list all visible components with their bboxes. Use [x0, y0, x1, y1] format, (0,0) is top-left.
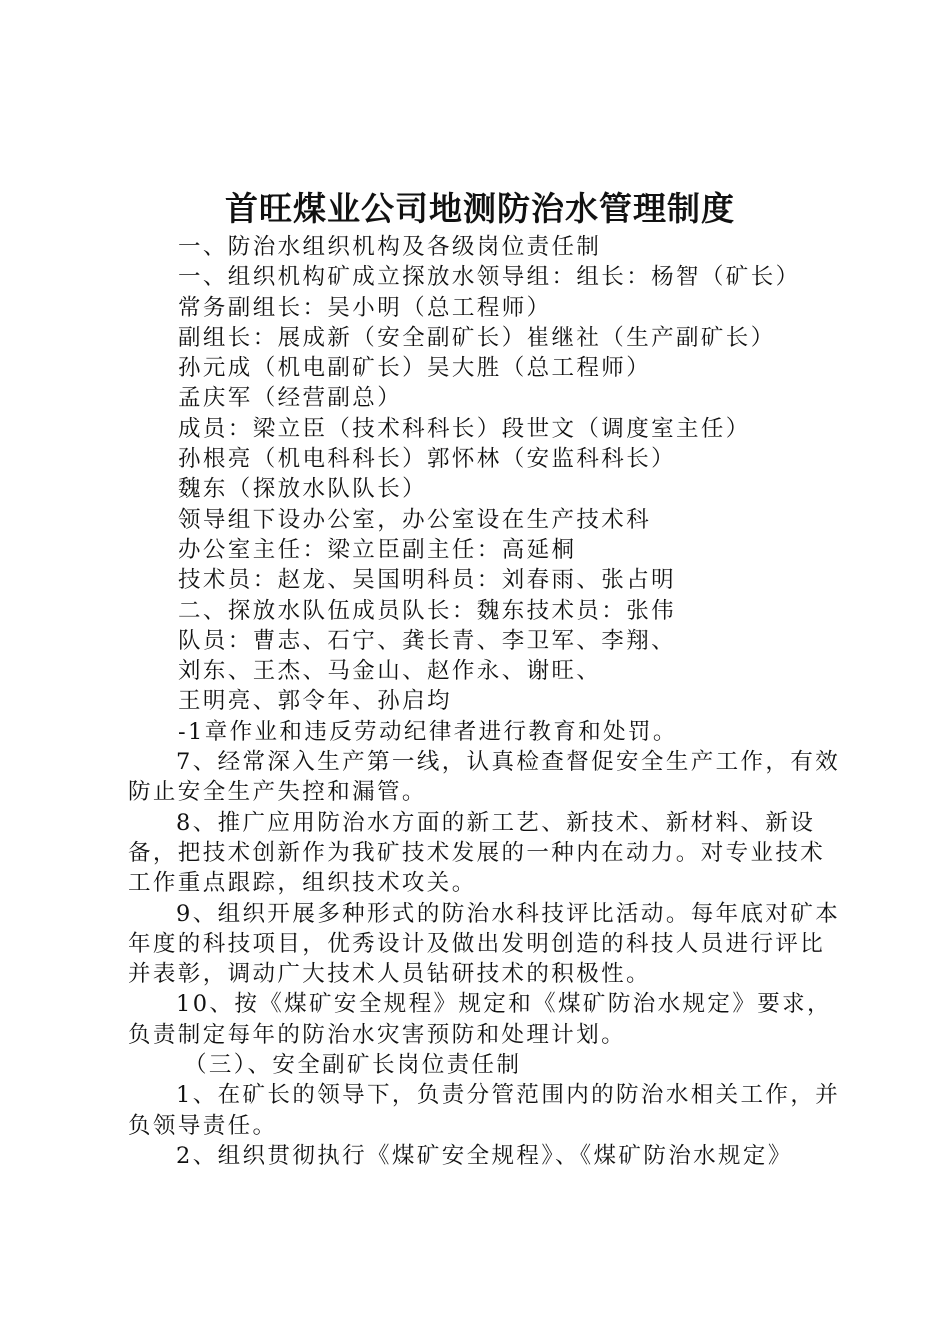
section-heading: （三）、安全副矿长岗位责任制: [184, 1052, 522, 1079]
text-line: 成员：梁立臣（技术科科长）段世文（调度室主任）: [178, 415, 751, 442]
text-line: 领导组下设办公室，办公室设在生产技术科: [178, 506, 652, 533]
text-line: 刘东、王杰、马金山、赵作永、谢旺、: [178, 658, 602, 685]
text-line: 孟庆军（经营副总）: [178, 385, 403, 412]
paragraph-item-10: 10、按《煤矿安全规程》规定和《煤矿防治水规定》要求，负责制定每年的防治水灾害预防和处理计划。: [128, 991, 832, 1048]
text-line: 孙根亮（机电科科长）郭怀林（安监科科长）: [178, 446, 677, 473]
text-line: 一、防治水组织机构及各级岗位责任制: [178, 234, 602, 260]
text-line: 技术员：赵龙、吴国明科员：刘春雨、张占明: [178, 567, 677, 594]
document-title: 首旺煤业公司地测防治水管理制度: [225, 189, 735, 228]
text-line: 二、探放水队伍成员队长：魏东技术员：张伟: [178, 597, 677, 624]
paragraph-item-9: 9、组织开展多种形式的防治水科技评比活动。每年底对矿本年度的科技项目，优秀设计及做出发明创造的科技人员进行评比并表彰，调动广大技术人员钻研技术的积极性。: [128, 900, 841, 988]
text-line: 办公室主任：梁立臣副主任：高延桐: [178, 536, 577, 563]
text-line: 队员：曹志、石宁、龚长青、李卫军、李翔、: [178, 627, 677, 654]
text-line: -1章作业和违反劳动纪律者进行教育和处罚。: [178, 718, 678, 745]
document-body: [128, 232, 850, 1171]
text-line: 王明亮、郭令年、孙启均: [178, 688, 452, 715]
text-line: 孙元成（机电副矿长）吴大胜（总工程师）: [178, 355, 652, 382]
text-line: 一、组织机构矿成立探放水领导组：组长：杨智（矿长）: [178, 264, 801, 291]
paragraph-item-1: 1、在矿长的领导下，负责分管范围内的防治水相关工作，并负领导责任。: [128, 1082, 841, 1139]
text-line: 常务副组长：吴小明（总工程师）: [178, 294, 552, 321]
text-line: 副组长：展成新（安全副矿长）崔继社（生产副矿长）: [178, 324, 776, 351]
paragraph-item-2: 2、组织贯彻执行《煤矿安全规程》、《煤矿防治水规定》: [176, 1142, 793, 1169]
paragraph-item-7: 7、经常深入生产第一线，认真检查督促安全生产工作，有效防止安全生产失控和漏管。: [128, 749, 841, 806]
text-line: 魏东（探放水队队长）: [178, 476, 428, 503]
paragraph-item-8: 8、推广应用防治水方面的新工艺、新技术、新材料、新设备，把技术创新作为我矿技术发展的一种内在动力。对专业技术工作重点跟踪，组织技术攻关。: [128, 809, 826, 897]
